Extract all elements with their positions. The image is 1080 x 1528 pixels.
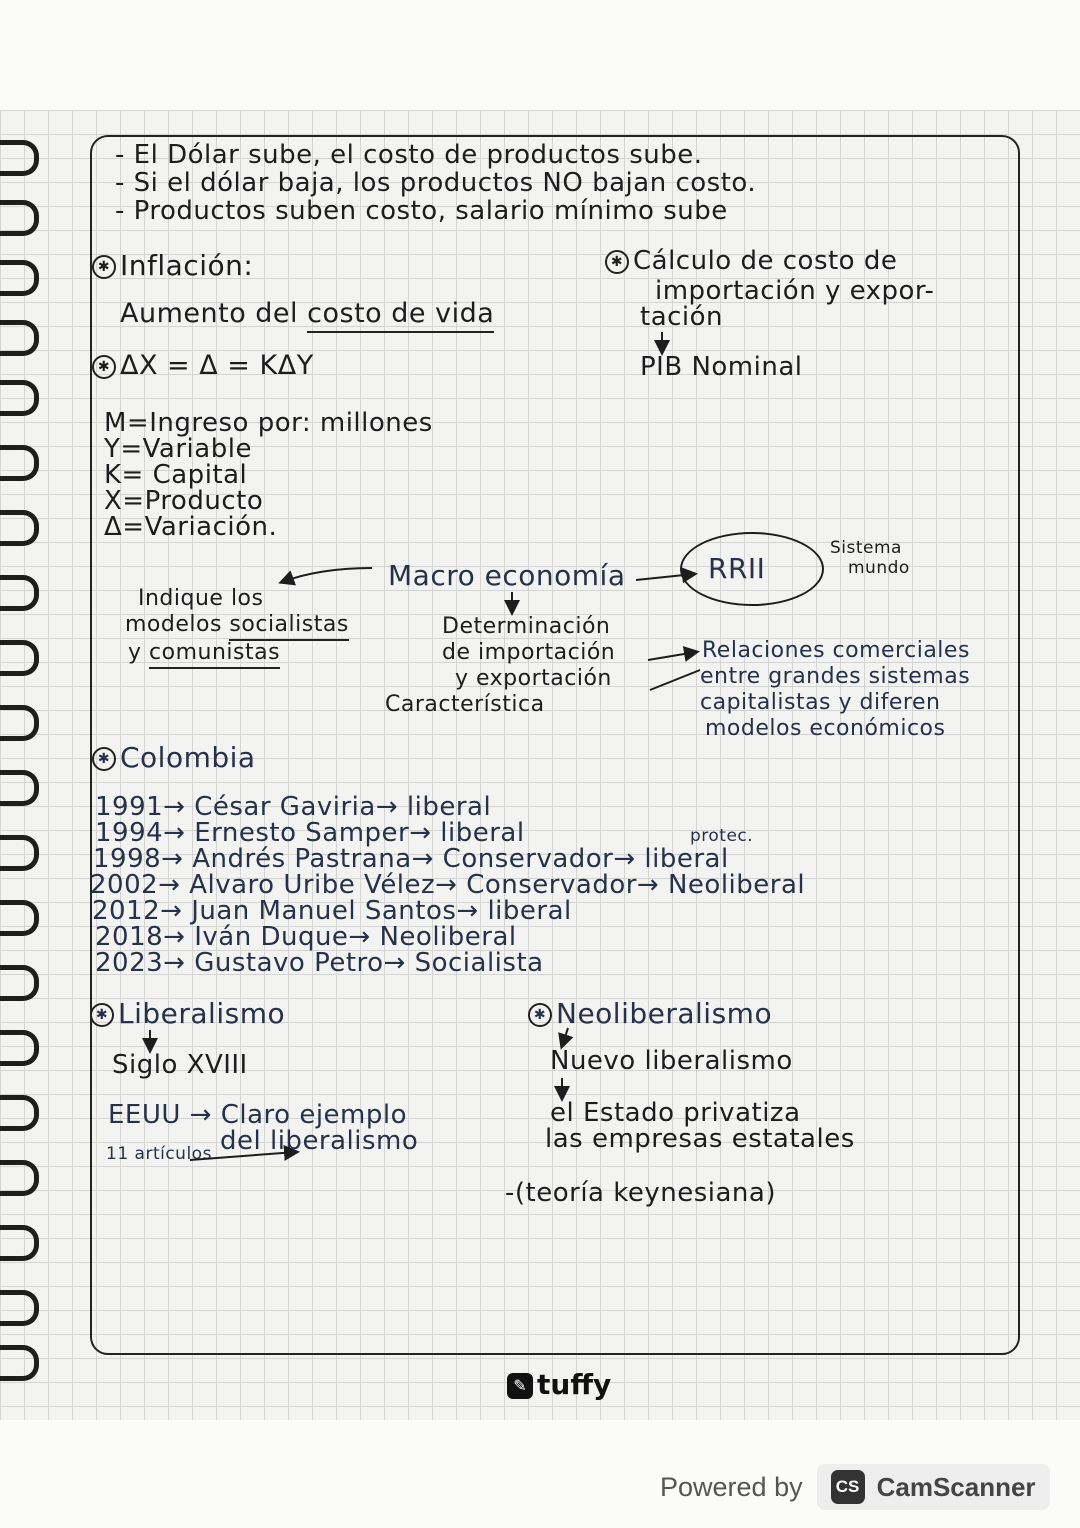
colombia-note-protec: protec. [690,826,754,846]
macro-mid-4: Característica [385,692,545,717]
variable-m: M=Ingreso por: millones [104,408,433,438]
macro-mid-2: de importación [442,640,616,665]
liberalismo-line-1: Siglo XVIII [112,1050,248,1080]
tuffy-logo-icon: ✎ [507,1373,533,1399]
colombia-row-1998: 1998→ Andrés Pastrana→ Conservador→ liberal [93,844,729,874]
neoliberalismo-line-3: las empresas estatales [545,1124,855,1154]
calculo-line-3: tación [640,302,724,332]
camscanner-badge [817,1464,1050,1510]
formula: ✱ ΔX = Δ = KΔY [92,352,314,379]
neoliberalismo-title: ✱ Neoliberalismo [528,1000,772,1028]
liberalismo-line-3: del liberalismo [220,1126,419,1156]
calculo-line-2: importación y expor- [655,276,935,306]
liberalismo-note: 11 artículos [106,1144,212,1164]
variable-delta: Δ=Variación. [104,512,278,542]
calculo-result: PIB Nominal [640,352,803,382]
star-bullet-icon: ✱ [605,250,629,274]
inflacion-title: ✱ Inflación: [92,252,253,280]
colombia-title: ✱ Colombia [92,744,256,772]
macro-left-3: y comunistas [128,642,280,664]
star-bullet-icon: ✱ [92,747,116,771]
star-bullet-icon: ✱ [90,1003,114,1027]
macro-right-2: entre grandes sistemas [700,664,971,689]
top-line-3: - Productos suben costo, salario mínimo sube [115,196,728,226]
macro-left-2: modelos socialistas [125,614,349,636]
top-line-1: - El Dólar sube, el costo de productos sube. [115,140,703,170]
camscanner-footer [660,1460,1050,1514]
rrii-note-2: mundo [848,558,910,578]
powered-by-text: Powered by [660,1471,803,1502]
variable-x: X=Producto [104,486,264,516]
rrii-note-1: Sistema [830,538,902,558]
star-bullet-icon: ✱ [92,255,116,279]
camscanner-name: CamScanner [876,1471,1036,1502]
colombia-row-1994: 1994→ Ernesto Samper→ liberal [95,818,525,848]
macro-center: Macro economía [388,559,626,592]
macro-right-4: modelos económicos [705,716,946,741]
tuffy-brand: ✎ tuffy [507,1368,611,1401]
liberalismo-line-2: EEUU → Claro ejemplo [108,1100,408,1130]
colombia-row-2012: 2012→ Juan Manuel Santos→ liberal [92,896,572,926]
inflacion-definition: Aumento del costo de vida [120,300,494,327]
top-line-2: - Si el dólar baja, los productos NO bajan costo. [115,168,757,198]
camscanner-logo-icon: CS [831,1470,865,1504]
liberalismo-title: ✱ Liberalismo [90,1000,285,1028]
colombia-row-2018: 2018→ Iván Duque→ Neoliberal [95,922,517,952]
colombia-row-2023: 2023→ Gustavo Petro→ Socialista [95,948,544,978]
rrii-label: RRII [708,552,766,585]
neoliberalismo-line-4: -(teoría keynesiana) [505,1178,776,1208]
variable-y: Y=Variable [104,434,252,464]
macro-right-3: capitalistas y diferen [700,690,941,715]
star-bullet-icon: ✱ [92,355,116,379]
macro-mid-3: y exportación [455,666,612,691]
spiral-binding [0,130,48,1360]
macro-mid-1: Determinación [442,614,611,639]
colombia-row-2002: 2002→ Alvaro Uribe Vélez→ Conservador→ Neoliberal [90,870,806,900]
star-bullet-icon: ✱ [528,1003,552,1027]
macro-left-1: Indique los [138,586,264,611]
calculo-line-1: ✱ Cálculo de costo de [605,248,897,274]
neoliberalismo-line-1: Nuevo liberalismo [550,1046,793,1076]
colombia-row-1991: 1991→ César Gaviria→ liberal [95,792,492,822]
macro-right-1: Relaciones comerciales [702,638,970,663]
neoliberalismo-line-2: el Estado privatiza [550,1098,801,1128]
variable-k: K= Capital [104,460,248,490]
